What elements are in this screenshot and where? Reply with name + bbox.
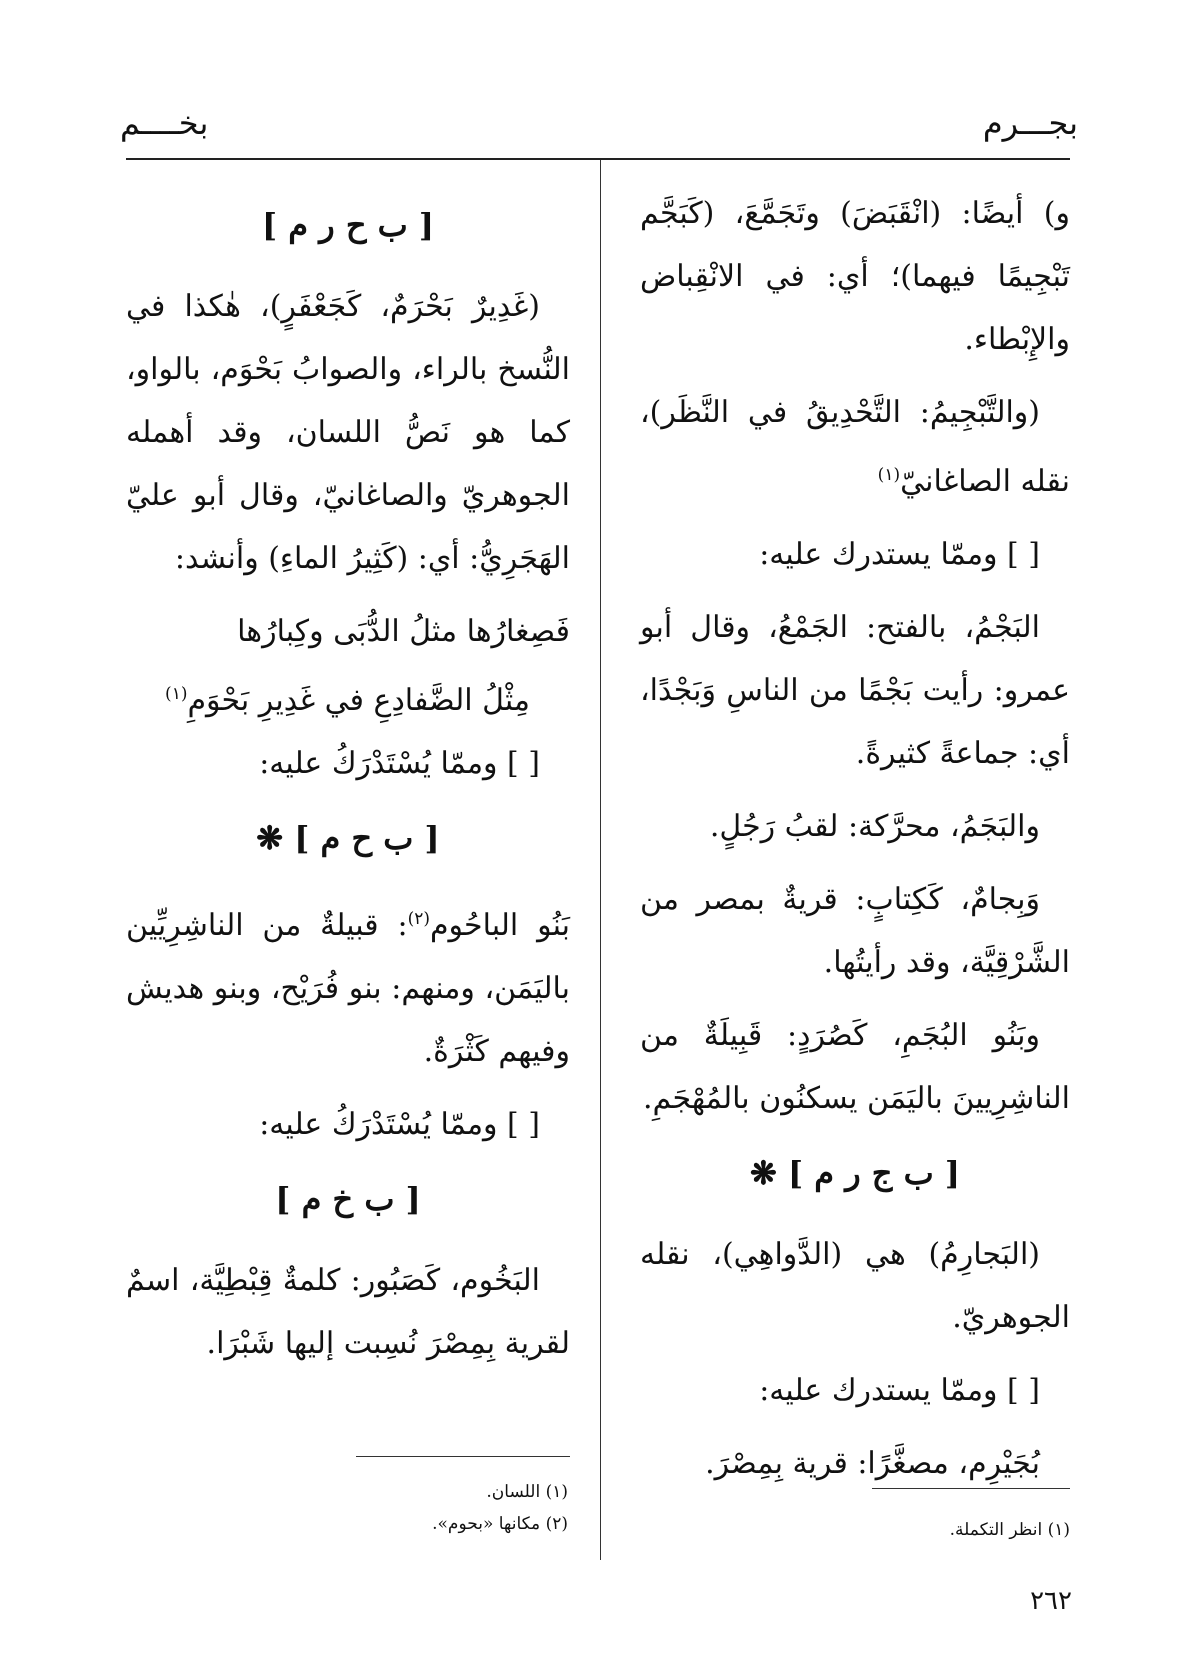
footnote: (١) انظر التكملة.	[949, 1520, 1070, 1540]
root-heading: [ ب خ م ]	[275, 1180, 421, 1218]
entry-paragraph: وَبِجامٌ، كَكِتابٍ: قريةٌ بمصر من الشَّرْقِيَّة، وقد رأيتُها.	[640, 882, 1070, 980]
left-column	[126, 182, 570, 1385]
entry-paragraph: البَخُوم، كَصَبُور: كلمةٌ قِبْطِيَّة، اسمٌ لقرية بِمِصْرَ نُسِبت إليها شَبْرَا.	[126, 1263, 570, 1361]
header-rule	[126, 158, 1070, 160]
column-divider	[600, 160, 601, 1560]
footnote-ref: (١)	[877, 465, 901, 485]
paragraph-text: (والتَّبْجِيمُ: التَّحْدِيقُ في النَّظَر)، نقله الصاغانيّ	[640, 395, 1070, 499]
addendum-note: [ ] وممّا يستدرك عليه:	[759, 1373, 1040, 1408]
footnote: (١) اللسان.	[486, 1482, 568, 1502]
entry-paragraph: بُجَيْرِم، مصغَّرًا: قرية بِمِصْرَ.	[705, 1446, 1040, 1481]
verse-text: مِثْلُ الضَّفادِعِ في غَدِيرِ بَحْوَمِ	[187, 683, 530, 718]
paragraph-text: : قبيلةٌ من الناشِرِيِّين باليَمَن، ومنهم: بنو فُرَيْح، وبنو هديش وفيهم كَثْرَةٌ.	[126, 908, 570, 1069]
entry-paragraph	[640, 381, 1070, 513]
footnote-ref: (١)	[165, 684, 188, 704]
root-heading: [ ب ح م ] ❋	[256, 819, 440, 857]
footnote-rule	[356, 1456, 570, 1457]
entry-paragraph: والبَجَمُ، محرَّكة: لقبُ رَجُلٍ.	[709, 809, 1040, 844]
root-heading: [ ب ح ر م ]	[261, 206, 435, 244]
entry-paragraph: وبَنُو البُجَمِ، كَصُرَدٍ: قَبِيلَةٌ من الناشِرِيينَ باليَمَن يسكنُون بالمُهْجَمِ.	[640, 1018, 1070, 1116]
running-header	[0, 100, 1198, 160]
header-right-word: بجـــرم	[982, 104, 1078, 142]
right-column	[640, 182, 1070, 1505]
page-number: ٢٦٢	[1030, 1586, 1072, 1616]
entry-paragraph: البَجْمُ، بالفتح: الجَمْعُ، وقال أبو عمرو: رأيت بَجْمًا من الناسِ وَبَجْدًا، أي: جماعةً كثيرةً.	[640, 610, 1070, 771]
header-left-word: بخــــم	[120, 104, 209, 142]
addendum-note: [ ] وممّا يُسْتَدْرَكُ عليه:	[259, 746, 540, 781]
entry-paragraph	[126, 888, 570, 1083]
root-heading: [ ب ج ر م ] ❋	[750, 1154, 960, 1192]
addendum-note: [ ] وممّا يستدرك عليه:	[759, 537, 1040, 572]
addendum-note: [ ] وممّا يُسْتَدْرَكُ عليه:	[259, 1107, 540, 1142]
entry-paragraph: (البَجارِمُ) هي (الدَّواهِي)، نقله الجوهريّ.	[640, 1237, 1070, 1335]
paragraph-text: بَنُو الباحُوم	[429, 908, 570, 943]
verse-line: فَصِغارُها مثلُ الدُّبَى وكِبارُها	[237, 614, 570, 649]
entry-paragraph: (غَدِيرٌ بَحْرَمٌ، كَجَعْفَرٍ)، هٰكذا في النُّسخ بالراء، والصوابُ بَحْوَم، بالواو، كما هو نَصُّ اللسان، وقد أهمله الجوهريّ والصاغانيّ، وقال أبو عليّ الهَجَرِيُّ: أي: (كَثِيرُ الماءِ) وأنشد:	[126, 289, 570, 576]
verse-line	[126, 663, 570, 732]
footnote-ref: (٢)	[407, 909, 430, 929]
footnote-rule	[872, 1488, 1070, 1489]
footnote: (٢) مكانها «بحوم».	[432, 1514, 568, 1534]
entry-paragraph: و) أيضًا: (انْقَبَضَ) وتَجَمَّعَ، (كَبَجَّم تَبْجِيمًا فيهما)؛ أي: في الانْقِباض والإِبْطاء.	[640, 196, 1070, 357]
